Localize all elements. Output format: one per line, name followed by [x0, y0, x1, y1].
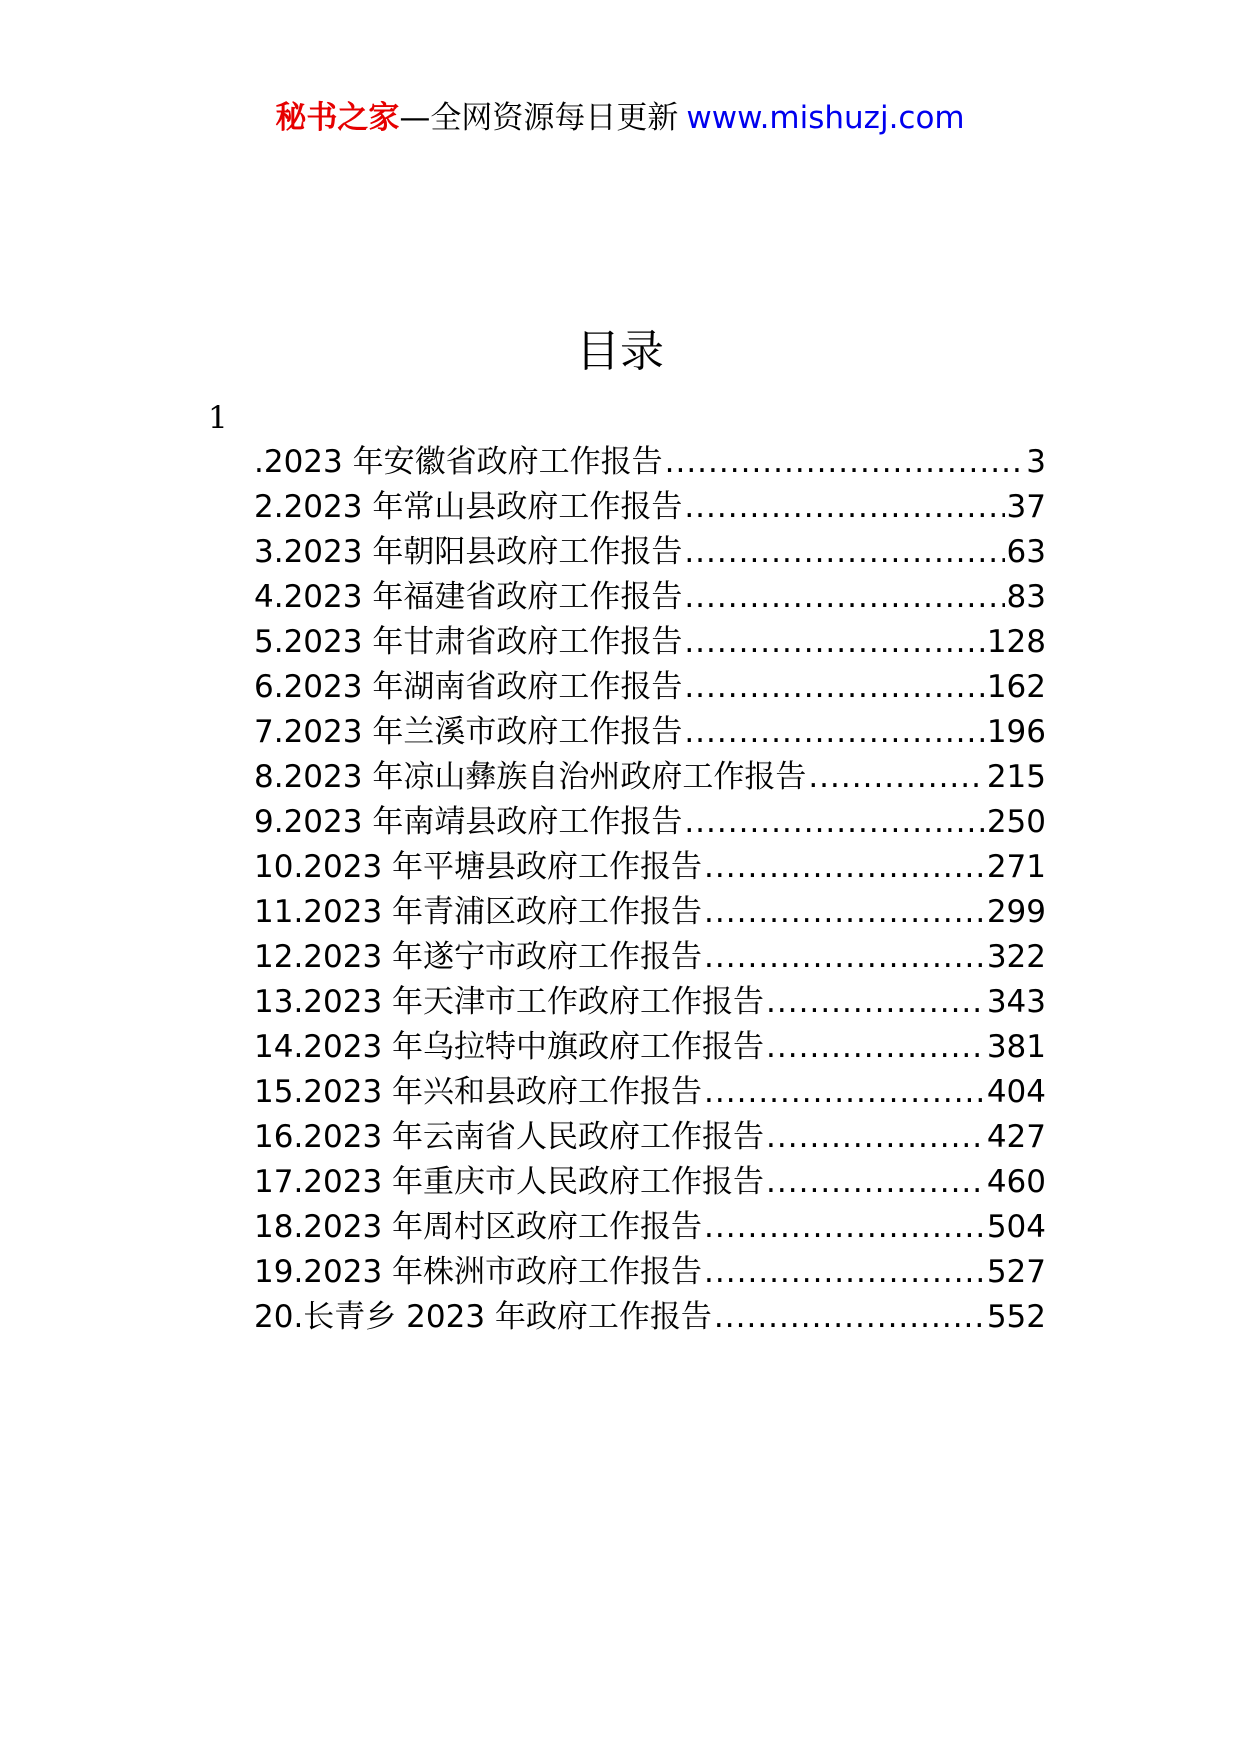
- toc-entry-page: 3: [1026, 444, 1046, 480]
- toc-dot-leader: [704, 1205, 985, 1250]
- toc-entry-title: 14.2023 年乌拉特中旗政府工作报告: [254, 1029, 765, 1065]
- toc-dot-leader: [766, 1160, 985, 1205]
- toc-dot-leader: [684, 620, 985, 665]
- toc-entry-title: 8.2023 年凉山彝族自治州政府工作报告: [254, 759, 807, 795]
- toc-entry[interactable]: [254, 980, 1046, 1025]
- toc-entry-page: 404: [986, 1074, 1046, 1110]
- toc-entry-title: 16.2023 年云南省人民政府工作报告: [254, 1119, 765, 1155]
- toc-entry-title: 7.2023 年兰溪市政府工作报告: [254, 714, 683, 750]
- toc-entry-title: 18.2023 年周村区政府工作报告: [254, 1209, 703, 1245]
- toc-entry-page: 504: [986, 1209, 1046, 1245]
- toc-entry-title: 17.2023 年重庆市人民政府工作报告: [254, 1164, 765, 1200]
- toc-entry-title: 9.2023 年南靖县政府工作报告: [254, 804, 683, 840]
- toc-dot-leader: [704, 935, 985, 980]
- toc-entry[interactable]: [254, 665, 1046, 710]
- toc-dot-leader: [665, 440, 1025, 485]
- toc-entry[interactable]: [254, 845, 1046, 890]
- toc-entry[interactable]: [254, 755, 1046, 800]
- toc-entry-page: 552: [986, 1299, 1046, 1335]
- toc-entry[interactable]: [254, 1250, 1046, 1295]
- toc-dot-leader: [766, 1115, 985, 1160]
- toc-entry-title: 10.2023 年平塘县政府工作报告: [254, 849, 703, 885]
- toc-entry[interactable]: [254, 1160, 1046, 1205]
- toc-entry-title: 3.2023 年朝阳县政府工作报告: [254, 534, 683, 570]
- header-slogan: —全网资源每日更新: [399, 100, 679, 136]
- toc-entry[interactable]: [254, 530, 1046, 575]
- toc-list: [254, 440, 1046, 1340]
- toc-entry[interactable]: [254, 935, 1046, 980]
- toc-entry-page: 343: [986, 984, 1046, 1020]
- toc-entry-page: 162: [986, 669, 1046, 705]
- toc-entry-title: 20.长青乡 2023 年政府工作报告: [254, 1299, 712, 1335]
- toc-dot-leader: [684, 485, 1004, 530]
- toc-dot-leader: [684, 530, 1004, 575]
- toc-dot-leader: [766, 1025, 985, 1070]
- toc-dot-leader: [808, 755, 985, 800]
- toc-entry[interactable]: [254, 440, 1046, 485]
- toc-entry-page: 427: [986, 1119, 1046, 1155]
- toc-entry[interactable]: [254, 485, 1046, 530]
- page-header: [0, 98, 1240, 138]
- toc-entry[interactable]: [254, 710, 1046, 755]
- toc-stray-number: 1: [208, 400, 228, 436]
- toc-dot-leader: [704, 845, 985, 890]
- toc-dot-leader: [684, 710, 985, 755]
- toc-entry[interactable]: [254, 1115, 1046, 1160]
- toc-entry-page: 196: [986, 714, 1046, 750]
- toc-dot-leader: [704, 1070, 985, 1115]
- toc-dot-leader: [714, 1295, 985, 1340]
- toc-entry[interactable]: [254, 800, 1046, 845]
- toc-entry[interactable]: [254, 890, 1046, 935]
- toc-entry-page: 381: [986, 1029, 1046, 1065]
- toc-dot-leader: [684, 575, 1004, 620]
- toc-dot-leader: [704, 1250, 985, 1295]
- toc-entry[interactable]: [254, 620, 1046, 665]
- toc-entry[interactable]: [254, 1070, 1046, 1115]
- toc-title: 目录: [576, 326, 664, 377]
- toc-entry-title: 6.2023 年湖南省政府工作报告: [254, 669, 683, 705]
- toc-entry-page: 215: [986, 759, 1046, 795]
- toc-entry[interactable]: [254, 575, 1046, 620]
- toc-entry-page: 527: [986, 1254, 1046, 1290]
- toc-entry-title: 12.2023 年遂宁市政府工作报告: [254, 939, 703, 975]
- toc-dot-leader: [684, 665, 985, 710]
- toc-entry-title: 4.2023 年福建省政府工作报告: [254, 579, 683, 615]
- toc-entry[interactable]: [254, 1205, 1046, 1250]
- toc-entry-title: 11.2023 年青浦区政府工作报告: [254, 894, 703, 930]
- toc-entry[interactable]: [254, 1025, 1046, 1070]
- toc-entry-title: 2.2023 年常山县政府工作报告: [254, 489, 683, 525]
- toc-entry-page: 250: [986, 804, 1046, 840]
- toc-dot-leader: [766, 980, 985, 1025]
- toc-entry[interactable]: [254, 1295, 1046, 1340]
- toc-dot-leader: [684, 800, 985, 845]
- brand-name: 秘书之家: [275, 100, 400, 136]
- site-url-link[interactable]: www.mishuzj.com: [686, 100, 965, 136]
- toc-entry-page: 83: [1006, 579, 1046, 615]
- toc-entry-page: 128: [986, 624, 1046, 660]
- toc-entry-page: 271: [986, 849, 1046, 885]
- toc-entry-page: 63: [1006, 534, 1046, 570]
- toc-dot-leader: [704, 890, 985, 935]
- toc-entry-title: .2023 年安徽省政府工作报告: [254, 444, 663, 480]
- toc-entry-page: 322: [986, 939, 1046, 975]
- toc-entry-title: 13.2023 年天津市工作政府工作报告: [254, 984, 765, 1020]
- toc-entry-title: 15.2023 年兴和县政府工作报告: [254, 1074, 703, 1110]
- toc-entry-page: 299: [986, 894, 1046, 930]
- toc-entry-title: 5.2023 年甘肃省政府工作报告: [254, 624, 683, 660]
- toc-entry-title: 19.2023 年株洲市政府工作报告: [254, 1254, 703, 1290]
- toc-entry-page: 460: [986, 1164, 1046, 1200]
- toc-entry-page: 37: [1006, 489, 1046, 525]
